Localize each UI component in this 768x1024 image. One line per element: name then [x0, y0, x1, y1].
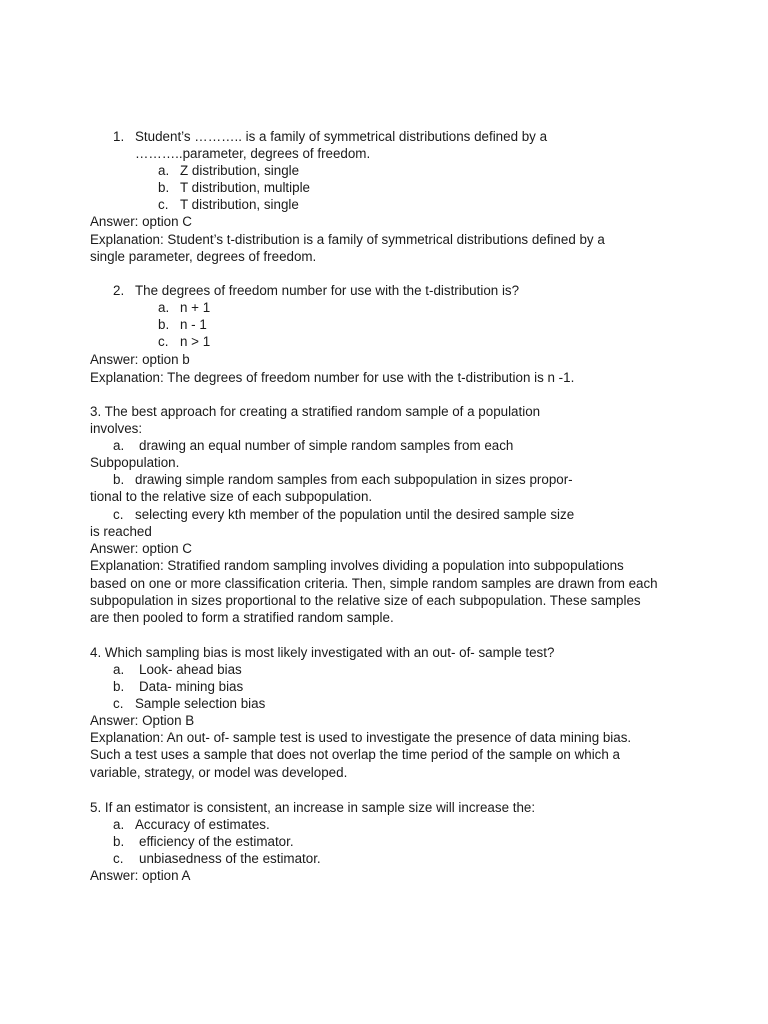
q5-question-line1: 5. If an estimator is consistent, an increase in sample size will increase the:	[90, 800, 536, 815]
q2-option-c-letter: c.	[158, 334, 169, 349]
q1-explanation-line1: Explanation: Student’s t-distribution is a family of symmetrical distributions defined by a	[90, 232, 605, 247]
q3-option-b: drawing simple random samples from each subpopulation in sizes propor-	[135, 472, 573, 487]
q5-option-a: Accuracy of estimates.	[135, 817, 270, 832]
q3-question-line1: 3. The best approach for creating a stratified random sample of a population	[90, 404, 541, 419]
q2-explanation-line1: Explanation: The degrees of freedom number for use with the t-distribution is n -1.	[90, 370, 575, 385]
q4-explanation-line3: variable, strategy, or model was developed.	[90, 765, 348, 780]
q3-explanation-line3: subpopulation in sizes proportional to the relative size of each subpopulation. These samples	[90, 593, 641, 608]
q2-question-line1: The degrees of freedom number for use with the t-distribution is?	[135, 283, 520, 298]
q1-answer: Answer: option C	[90, 214, 192, 229]
q4-explanation-line2: Such a test uses a sample that does not overlap the time period of the sample on which a	[90, 747, 620, 762]
q4-question-line1: 4. Which sampling bias is most likely investigated with an out- of- sample test?	[90, 645, 555, 660]
q2-option-b-letter: b.	[158, 317, 170, 332]
q3-option-a: drawing an equal number of simple random samples from each	[139, 438, 514, 453]
q1-option-c-letter: c.	[158, 197, 169, 212]
q3-option-a-cont: Subpopulation.	[90, 455, 180, 470]
q3-option-b-letter: b.	[113, 472, 125, 487]
q3-answer: Answer: option C	[90, 541, 192, 556]
q5-answer: Answer: option A	[90, 868, 191, 883]
q1-option-b: T distribution, multiple	[180, 180, 310, 195]
q3-option-c: selecting every kth member of the population until the desired sample size	[135, 507, 575, 522]
q1-option-a-letter: a.	[158, 163, 170, 178]
q2-option-b: n - 1	[180, 317, 207, 332]
q3-question-line2: involves:	[90, 421, 143, 436]
q4-option-c: Sample selection bias	[135, 696, 266, 711]
q3-explanation-line1: Explanation: Stratified random sampling involves dividing a population into subpopulations	[90, 558, 624, 573]
q4-explanation-line1: Explanation: An out- of- sample test is used to investigate the presence of data mining bias.	[90, 730, 632, 745]
q2-option-a: n + 1	[180, 300, 211, 315]
q3-option-b-cont: tional to the relative size of each subpopulation.	[90, 489, 373, 504]
q4-option-c-letter: c.	[113, 696, 124, 711]
q3-explanation-line4: are then pooled to form a stratified random sample.	[90, 610, 394, 625]
q1-option-b-letter: b.	[158, 180, 170, 195]
q1-question-line1: Student’s ……….. is a family of symmetrical distributions defined by a	[135, 129, 548, 144]
q3-option-a-letter: a.	[113, 438, 125, 453]
q3-option-c-letter: c.	[113, 507, 124, 522]
q4-answer: Answer: Option B	[90, 713, 195, 728]
q2-answer: Answer: option b	[90, 352, 190, 367]
q2-number: 2.	[113, 283, 125, 298]
q1-option-c: T distribution, single	[180, 197, 299, 212]
q2-option-c: n > 1	[180, 334, 211, 349]
q2-option-a-letter: a.	[158, 300, 170, 315]
q1-option-a: Z distribution, single	[180, 163, 300, 178]
q1-explanation-line2: single parameter, degrees of freedom.	[90, 249, 317, 264]
q1-question-line2: ………..parameter, degrees of freedom.	[135, 146, 371, 161]
q3-explanation-line2: based on one or more classification criteria. Then, simple random samples are drawn from each	[90, 576, 658, 591]
q5-option-c: unbiasedness of the estimator.	[139, 851, 321, 866]
q4-option-a-letter: a.	[113, 662, 125, 677]
q1-number: 1.	[113, 129, 125, 144]
q4-option-a: Look- ahead bias	[139, 662, 242, 677]
q5-option-b-letter: b.	[113, 834, 125, 849]
q3-option-c-cont: is reached	[90, 524, 152, 539]
q5-option-a-letter: a.	[113, 817, 125, 832]
q5-option-b: efficiency of the estimator.	[139, 834, 294, 849]
q4-option-b: Data- mining bias	[139, 679, 244, 694]
q4-option-b-letter: b.	[113, 679, 125, 694]
q5-option-c-letter: c.	[113, 851, 124, 866]
